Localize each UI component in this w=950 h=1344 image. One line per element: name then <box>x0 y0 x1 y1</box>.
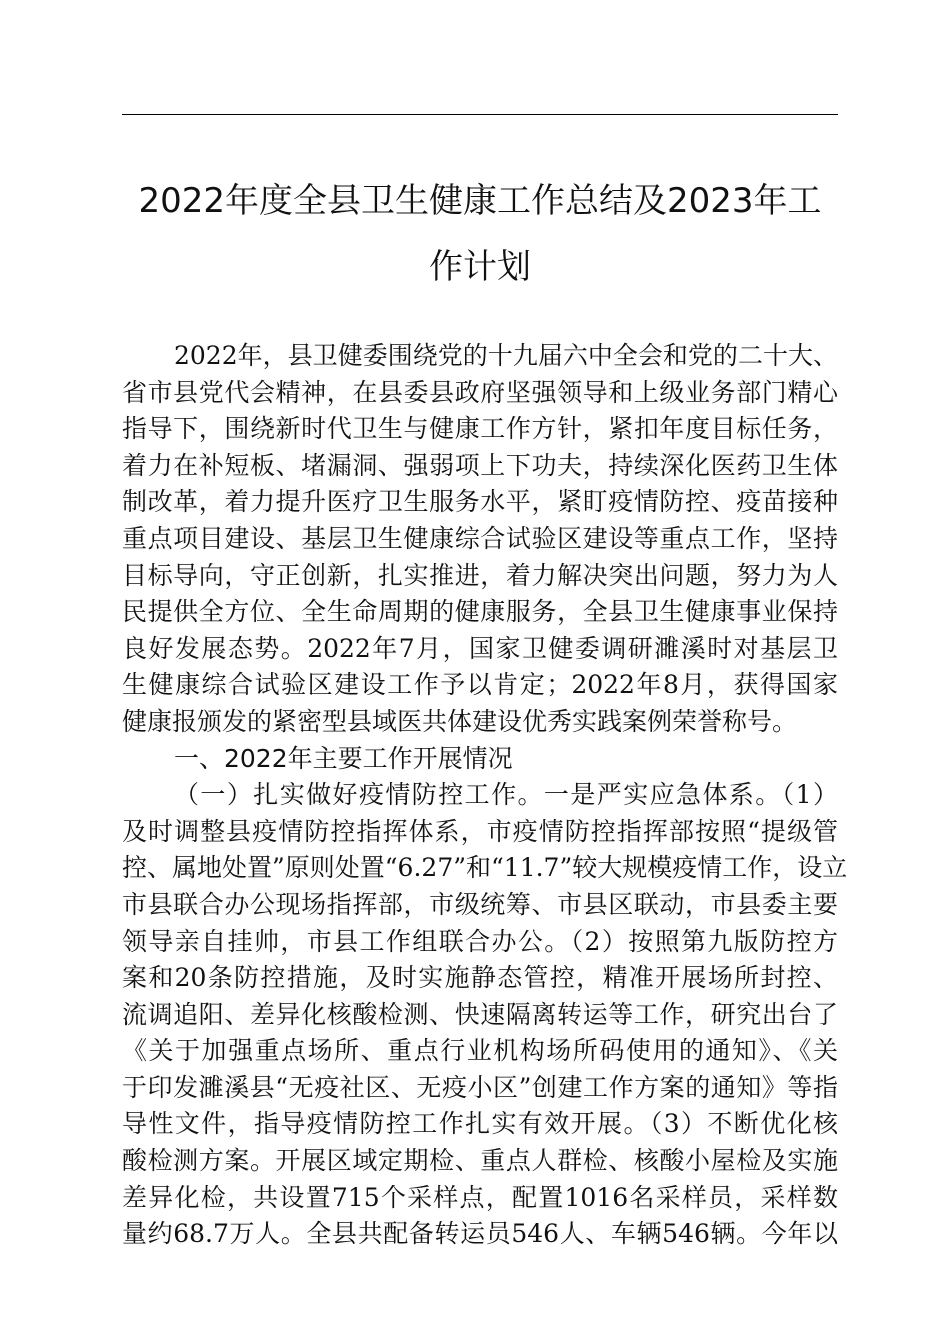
paragraph-line: （一）扎实做好疫情防控工作。一是严实应急体系。（1） <box>174 780 838 810</box>
paragraph-line: 着力在补短板、堵漏洞、强弱项上下功夫，持续深化医药卫生体 <box>122 450 838 480</box>
paragraph-line: 健康报颁发的紧密型县域医共体建设优秀实践案例荣誉称号。 <box>122 706 798 736</box>
document-body <box>122 338 848 1253</box>
paragraph-line: 制改革，着力提升医疗卫生服务水平，紧盯疫情防控、疫苗接种 <box>122 487 838 517</box>
paragraph-line: 流调追阳、差异化核酸检测、快速隔离转运等工作，研究出台了 <box>122 999 838 1029</box>
paragraph-line: 导性文件，指导疫情防控工作扎实有效开展。（3）不断优化核 <box>122 1109 838 1139</box>
paragraph-line: 民提供全方位、全生命周期的健康服务，全县卫生健康事业保持 <box>122 597 838 627</box>
document-title <box>122 168 838 300</box>
paragraph-line: 酸检测方案。开展区域定期检、重点人群检、核酸小屋检及实施 <box>122 1146 838 1176</box>
title-line: 作计划 <box>429 247 531 287</box>
paragraph-line: 生健康综合试验区建设工作予以肯定；2022年8月，获得国家 <box>122 670 838 700</box>
paragraph-line: 2022年，县卫健委围绕党的十九届六中全会和党的二十大、 <box>174 341 838 370</box>
paragraph-line: 控、属地处置”原则处置“6.27”和“11.7”较大规模疫情工作，设立 <box>122 853 848 883</box>
header-rule <box>122 114 838 115</box>
paragraph-line: 领导亲自挂帅，市县工作组联合办公。（2）按照第九版防控方 <box>122 926 838 956</box>
paragraph-line: 目标导向，守正创新，扎实推进，着力解决突出问题，努力为人 <box>122 560 838 590</box>
paragraph-line: 案和20条防控措施，及时实施静态管控，精准开展场所封控、 <box>122 963 838 993</box>
paragraph-line: 于印发濉溪县“无疫社区、无疫小区”创建工作方案的通知》等指 <box>122 1072 838 1102</box>
paragraph-line: 指导下，围绕新时代卫生与健康工作方针，紧扣年度目标任务， <box>122 414 838 444</box>
paragraph-line: 量约68.7万人。全县共配备转运员546人、车辆546辆。今年以 <box>122 1219 838 1249</box>
paragraph-line: 省市县党代会精神，在县委县政府坚强领导和上级业务部门精心 <box>122 377 838 407</box>
section-heading: 一、2022年主要工作开展情况 <box>174 743 513 773</box>
paragraph-line: 重点项目建设、基层卫生健康综合试验区建设等重点工作，坚持 <box>122 523 838 553</box>
paragraph-line: 差异化检，共设置715个采样点，配置1016名采样员，采样数 <box>122 1182 838 1212</box>
title-line: 2022年度全县卫生健康工作总结及2023年工 <box>138 181 822 221</box>
paragraph-line: 市县联合办公现场指挥部，市级统筹、市县区联动，市县委主要 <box>122 889 838 919</box>
paragraph-line: 良好发展态势。2022年7月，国家卫健委调研濉溪时对基层卫 <box>122 633 838 663</box>
paragraph-line: 及时调整县疫情防控指挥体系，市疫情防控指挥部按照“提级管 <box>122 816 838 846</box>
paragraph-line: 《关于加强重点场所、重点行业机构场所码使用的通知》、《关 <box>122 1036 838 1066</box>
